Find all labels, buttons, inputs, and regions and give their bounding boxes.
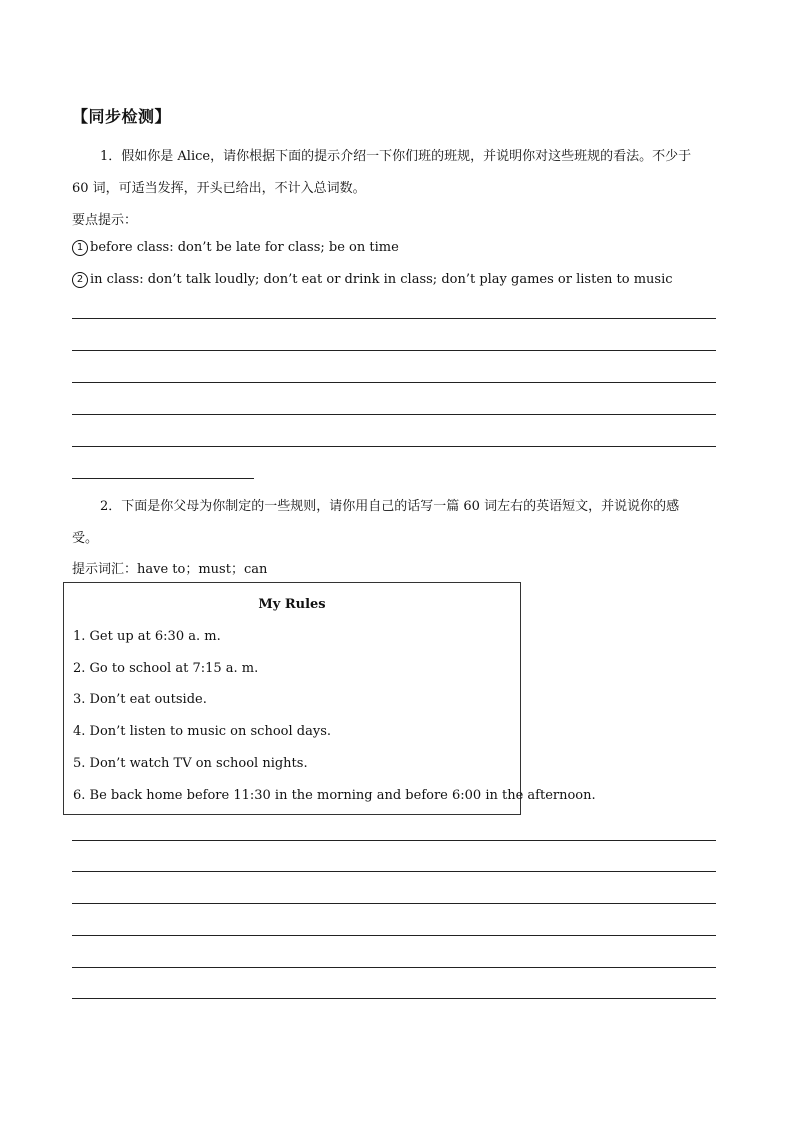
q1-answer-line[interactable] — [72, 446, 716, 447]
q2-prompt-line2: 受。 — [72, 531, 99, 546]
q1-hint-label: 要点提示： — [72, 213, 138, 228]
circled-number-2: 2 — [72, 272, 88, 288]
q1-answer-line[interactable] — [72, 382, 716, 383]
q2-answer-line[interactable] — [72, 967, 716, 968]
q1-point-1-text: before class: don’t be late for class; be on time — [90, 240, 399, 255]
q2-answer-line[interactable] — [72, 935, 716, 936]
q1-point-1 — [72, 240, 399, 256]
q2-prompt-line1: 2．下面是你父母为你制定的一些规则，请你用自己的话写一篇 60 词左右的英语短文，并说说你的感 — [100, 499, 680, 514]
rule-item: 4. Don’t listen to music on school days. — [73, 724, 332, 739]
q2-answer-line[interactable] — [72, 840, 716, 841]
q1-point-2-text: in class: don’t talk loudly; don’t eat or drink in class; don’t play games or listen to music — [90, 272, 673, 287]
q1-answer-line[interactable] — [72, 414, 716, 415]
rule-item: 1. Get up at 6:30 a. m. — [73, 629, 221, 644]
rule-item: 3. Don’t eat outside. — [73, 692, 207, 707]
circled-number-1: 1 — [72, 240, 88, 256]
section-heading: 【同步检测】 — [72, 107, 172, 126]
rule-item: 2. Go to school at 7:15 a. m. — [73, 661, 259, 676]
q1-answer-line-short[interactable] — [72, 478, 254, 479]
q1-answer-line[interactable] — [72, 350, 716, 351]
q2-hint: 提示词汇：have to；must；can — [72, 562, 268, 577]
q2-answer-line[interactable] — [72, 871, 716, 872]
q1-answer-line[interactable] — [72, 318, 716, 319]
q1-prompt-line1: 1．假如你是 Alice，请你根据下面的提示介绍一下你们班的班规，并说明你对这些班规的看法。不少于 — [100, 149, 692, 164]
rules-title: My Rules — [258, 597, 326, 612]
my-rules-box — [63, 582, 596, 815]
q2-answer-line[interactable] — [72, 998, 716, 999]
rule-item: 5. Don’t watch TV on school nights. — [73, 756, 308, 771]
q1-point-2 — [72, 272, 673, 288]
q1-prompt-line2: 60 词，可适当发挥，开头已给出，不计入总词数。 — [72, 181, 366, 196]
q2-answer-line[interactable] — [72, 903, 716, 904]
rule-item: 6. Be back home before 11:30 in the morning and before 6:00 in the afternoon. — [73, 788, 596, 803]
